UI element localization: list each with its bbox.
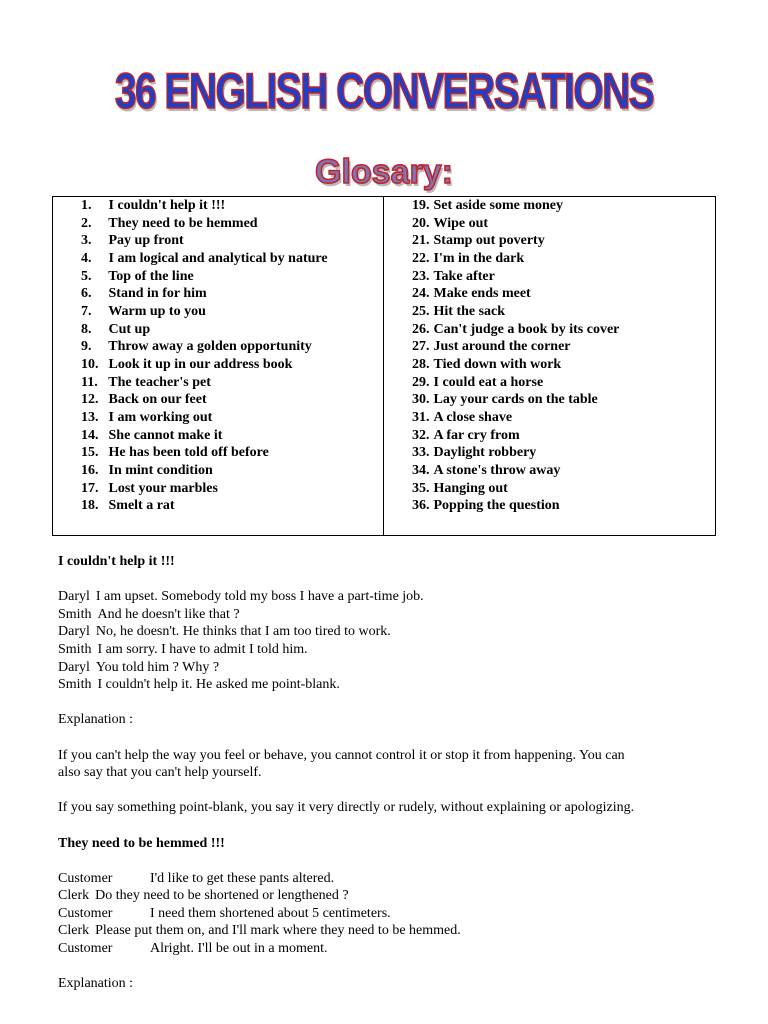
glossary-left-column bbox=[53, 197, 384, 535]
dialogue-line bbox=[58, 922, 718, 940]
glossary-item: 24. Make ends meet bbox=[412, 286, 531, 302]
speaker-name: Daryl bbox=[58, 624, 90, 640]
glossary-item: 1. I couldn't help it !!! bbox=[81, 198, 226, 213]
glossary-item: 31. A close shave bbox=[412, 409, 513, 425]
glossary-item: 20. Wipe out bbox=[412, 215, 489, 231]
glossary-item: 14. She cannot make it bbox=[81, 427, 223, 443]
speaker-name: Daryl bbox=[58, 589, 90, 605]
dialogue-line bbox=[58, 641, 718, 659]
glossary-item: 15. He has been told off before bbox=[81, 445, 269, 461]
speaker-name: Smith bbox=[58, 677, 92, 693]
section-heading: I couldn't help it !!! bbox=[58, 554, 175, 569]
speaker-name: Clerk bbox=[58, 888, 90, 904]
glossary-item: 21. Stamp out poverty bbox=[412, 233, 545, 249]
glossary-item: 2. They need to be hemmed bbox=[81, 215, 258, 231]
glossary-item: 29. I could eat a horse bbox=[412, 374, 544, 390]
glossary-item: 4. I am logical and analytical by nature bbox=[81, 250, 328, 266]
speaker-name: Clerk bbox=[58, 923, 90, 939]
speaker-name: Smith bbox=[58, 641, 92, 657]
speaker-line: I'd like to get these pants altered. bbox=[150, 870, 335, 886]
glossary-item: 8. Cut up bbox=[81, 321, 151, 337]
glossary-item: 35. Hanging out bbox=[412, 480, 508, 496]
speaker-line: No, he doesn't. He thinks that I am too tired to work. bbox=[95, 624, 391, 640]
glossary-item: 34. A stone's throw away bbox=[412, 462, 561, 478]
speaker-name: Customer bbox=[58, 905, 113, 921]
dialogue-line bbox=[58, 659, 718, 677]
speaker-line: Please put them on, and I'll mark where they need to be hemmed. bbox=[95, 923, 461, 939]
glossary-item: 30. Lay your cards on the table bbox=[412, 392, 598, 408]
glossary-item: 33. Daylight robbery bbox=[412, 445, 537, 461]
speaker-line: Do they need to be shortened or lengthened ? bbox=[95, 888, 349, 904]
glossary-item: 6. Stand in for him bbox=[81, 286, 207, 302]
glossary-item: 28. Tied down with work bbox=[412, 356, 562, 372]
glossary-item: 25. Hit the sack bbox=[412, 303, 506, 319]
dialogue-line bbox=[58, 905, 718, 923]
glossary-item: 16. In mint condition bbox=[81, 462, 213, 478]
glossary-item: 11. The teacher's pet bbox=[81, 374, 211, 390]
glossary-item: 23. Take after bbox=[412, 268, 495, 284]
explanation-label: Explanation : bbox=[58, 712, 134, 728]
speaker-line: I am sorry. I have to admit I told him. bbox=[97, 641, 308, 657]
explanation-text: If you say something point-blank, you say it very directly or rudely, without explaining or apologizing. bbox=[58, 800, 635, 816]
glossary-item: 5. Top of the line bbox=[81, 268, 194, 284]
glossary-right-column bbox=[384, 197, 715, 535]
glossary-item: 22. I'm in the dark bbox=[412, 250, 525, 266]
glossary-item: 32. A far cry from bbox=[412, 427, 520, 443]
document-title: 36 ENGLISH CONVERSATIONS bbox=[114, 63, 654, 119]
glossary-item: 18. Smelt a rat bbox=[81, 498, 175, 514]
speaker-line: I am upset. Somebody told my boss I have a part-time job. bbox=[95, 589, 424, 605]
explanation-text: also say that you can't help yourself. bbox=[58, 765, 262, 781]
glossary-heading: Glosary: bbox=[315, 153, 453, 191]
dialogue-line bbox=[58, 606, 718, 624]
glossary-item: 36. Popping the question bbox=[412, 498, 560, 514]
speaker-name: Daryl bbox=[58, 659, 90, 675]
speaker-line: I couldn't help it. He asked me point-blank. bbox=[97, 677, 340, 693]
glossary-item: 13. I am working out bbox=[81, 409, 213, 425]
glossary-item: 3. Pay up front bbox=[81, 233, 184, 249]
glossary-table bbox=[52, 196, 716, 536]
speaker-name: Smith bbox=[58, 606, 92, 622]
glossary-item: 12. Back on our feet bbox=[81, 392, 207, 408]
glossary-item: 9. Throw away a golden opportunity bbox=[81, 339, 312, 355]
speaker-name: Customer bbox=[58, 870, 113, 886]
glossary-item: 26. Can't judge a book by its cover bbox=[412, 321, 620, 337]
glossary-item: 27. Just around the corner bbox=[412, 339, 571, 355]
glossary-item: 7. Warm up to you bbox=[81, 303, 206, 319]
dialogue-line bbox=[58, 623, 718, 641]
speaker-line: And he doesn't like that ? bbox=[97, 606, 240, 622]
speaker-name: Customer bbox=[58, 941, 113, 957]
conversation-content bbox=[58, 553, 718, 993]
section-heading: They need to be hemmed !!! bbox=[58, 835, 225, 851]
speaker-line: Alright. I'll be out in a moment. bbox=[150, 941, 328, 957]
dialogue-line bbox=[58, 676, 718, 694]
speaker-line: You told him ? Why ? bbox=[95, 659, 220, 675]
dialogue-line bbox=[58, 870, 718, 888]
explanation-text: If you can't help the way you feel or behave, you cannot control it or stop it from happening. You can bbox=[58, 747, 625, 763]
dialogue-line bbox=[58, 887, 718, 905]
dialogue-line bbox=[58, 940, 718, 958]
glossary-item: 19. Set aside some money bbox=[412, 198, 563, 213]
explanation-label: Explanation : bbox=[58, 976, 134, 992]
glossary-item: 10. Look it up in our address book bbox=[81, 356, 293, 372]
dialogue-line bbox=[58, 588, 718, 606]
glossary-item: 17. Lost your marbles bbox=[81, 480, 218, 496]
speaker-line: I need them shortened about 5 centimeters. bbox=[150, 905, 391, 921]
